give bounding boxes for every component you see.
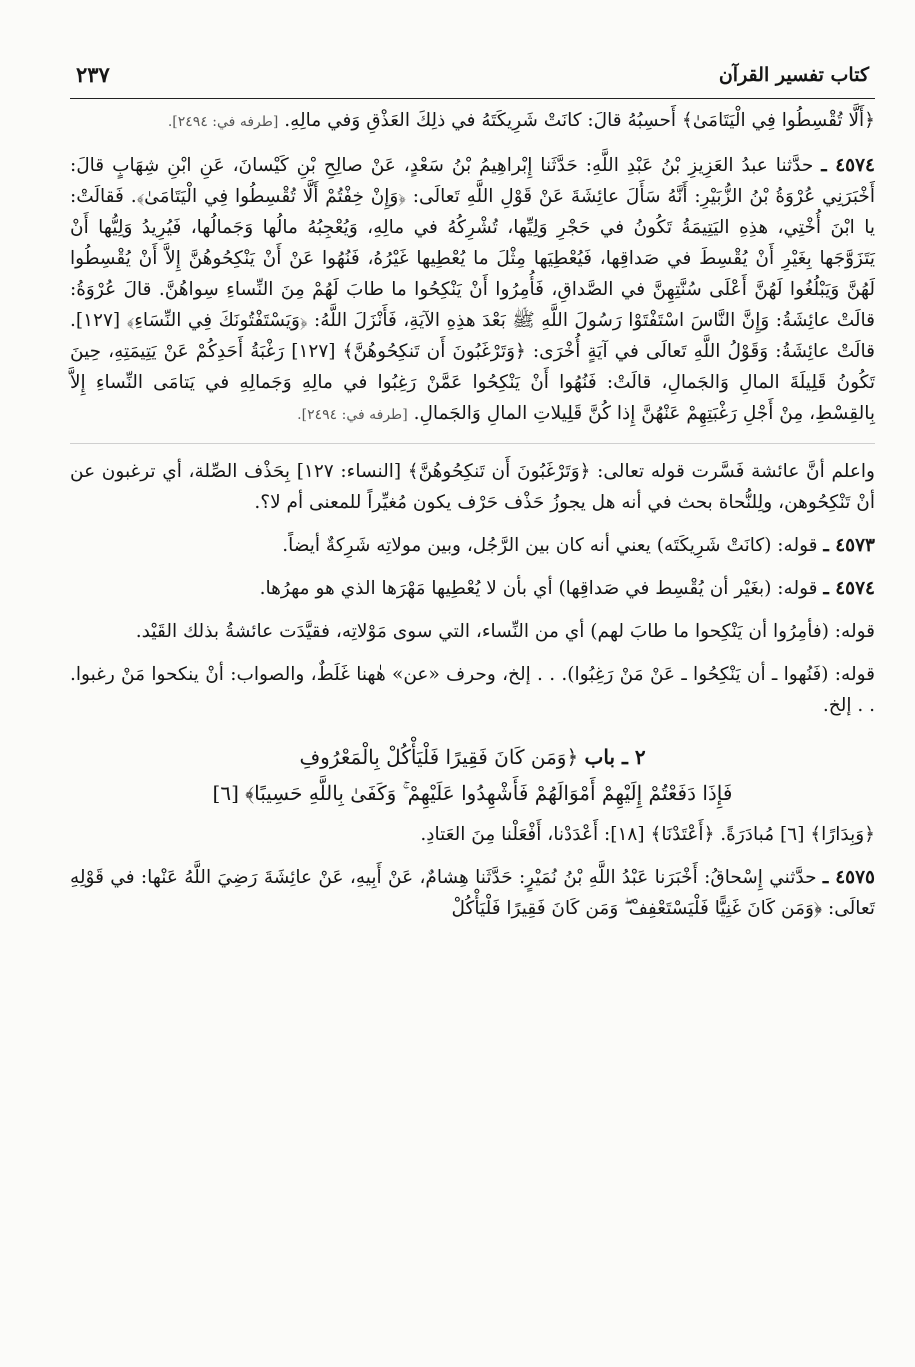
commentary-number: ٤٥٧٣ ـ: [823, 535, 875, 556]
page: [70, 60, 875, 1350]
hadith-continuation: [70, 105, 875, 138]
commentary-text: قوله: (بغَيْر أن يُقْسِط في صَداقِها) أي بأن لا يُعْطِيها مَهْرَها الذي هو مهرُها.: [259, 578, 818, 599]
cross-reference-note: [طرفه في: ٢٤٩٤].: [297, 407, 408, 423]
chapter-verse-line-2: فَإِذَا دَفَعْتُمْ إِلَيْهِمْ أَمْوَالَهُمْ فَأَشْهِدُوا عَلَيْهِمْ ۚ وَكَفَىٰ بِاللَّهِ حَسِيبًا﴾ [٦]: [212, 781, 733, 805]
commentary-paragraph: [70, 659, 875, 721]
commentary-text: واعلم أنَّ عائشة فَسَّرت قوله تعالى: ﴿وَتَرْغَبُونَ أَن تَنكِحُوهُنَّ﴾ [النساء: ١٢٧] بِحَذْف الصِّلة، أي ترغبون عن أنْ تَنْكِحُوهن، ولِلنُّحاة بحث في أنه هل يجوزُ حَذْف حَرْف يكون مُغيِّراً للمعنى أم لا؟.: [70, 461, 875, 513]
commentary-text: قوله: (فَنُهوا ـ أن يَنْكِحُوا ـ عَنْ مَنْ رَغِبُوا). . . إلخ، وحرف «عن» هٰهنا غَلَطٌ، والصواب: أنْ ينكحوا مَنْ رغبوا. . . إلخ.: [70, 664, 875, 716]
hadith-text: ﴿أَلَّا تُقْسِطُوا فِي الْيَتَامَىٰ﴾ أَحسِبُهُ قالَ: كانَتْ شَرِيكَتَهُ في ذلِكَ العَذْقِ وَفي مالِهِ.: [284, 110, 875, 131]
commentary-paragraph: [70, 456, 875, 518]
commentary-paragraph: [70, 616, 875, 647]
commentary-text: قوله: (كانَتْ شَرِيكَتَه) يعني أنه كان بين الرَّجُل، وبين مولاتِه شَرِكةٌ أيضاً.: [282, 535, 818, 556]
hadith-4574: [70, 150, 875, 431]
chapter-verse-line-1: ﴿وَمَن كَانَ فَقِيرًا فَلْيَأْكُلْ بِالْمَعْرُوفِ: [299, 745, 579, 769]
section-divider: [70, 443, 875, 444]
page-body: [70, 99, 875, 924]
cross-reference-note: [طرفه في: ٢٤٩٤].: [167, 114, 279, 130]
hadith-4575: [70, 862, 875, 924]
page-header: [70, 60, 875, 99]
hadith-number: ٤٥٧٥ ـ: [822, 867, 875, 888]
chapter-title: ٢ ـ باب: [584, 745, 646, 769]
gloss-text: ﴿وَبِدَارًا﴾ [٦] مُبادَرَةً. ﴿أَعْتَدْنَا﴾ [١٨]: أَعْدَدْنا، أَفْعَلْنا مِنَ العَتادِ.: [420, 824, 875, 845]
hadith-number: ٤٥٧٤ ـ: [821, 155, 875, 176]
commentary-number: ٤٥٧٤ ـ: [823, 578, 875, 599]
page-number: ٢٣٧: [76, 62, 110, 87]
hadith-text: حدَّثنا عبدُ العَزِيزِ بْنُ عَبْدِ اللَّهِ: حَدَّثَنا إِبْراهِيمُ بْنُ سَعْدٍ، عَنْ صالِحِ بْنِ كَيْسانَ، عَنِ ابْنِ شِهَابٍ قالَ: أَخْبَرَنِي عُرْوَةُ بْنُ الزُّبَيْرِ: أَنَّهُ سَأَلَ عائِشَةَ عَنْ قَوْلِ اللَّهِ تَعالَى: ﴿وَإِنْ خِفْتُمْ أَلَّا تُقْسِطُوا فِي الْيَتَامَىٰ﴾. فَقالَتْ: يا ابْنَ أُخْتِي، هذِهِ اليَتِيمَةُ تَكُونُ في حَجْرِ وَلِيِّها، تُشْرِكُهُ في مالِهِ، وَيُعْجِبُهُ مالُها وَجَمالُها، فَيُرِيدُ وَلِيُّها أَنْ يَتَزَوَّجَها بِغَيْرِ أَنْ يُقْسِطَ في صَداقِها، فَيُعْطِيَها مِثْلَ ما يُعْطِيها غَيْرُهُ، فَنُهُوا عَنْ أَنْ يَنْكِحُوهُنَّ إِلاَّ أَنْ يُقْسِطُوا لَهُنَّ وَيَبْلُغُوا لَهُنَّ أَعْلَى سُنَّتِهِنَّ في الصَّداقِ، فَأُمِرُوا أَنْ يَنْكِحُوا ما طابَ لَهُمْ مِنَ النِّساءِ سِواهُنَّ. قالَ عُرْوَةُ: قالَتْ عائِشَةُ: وَإِنَّ النَّاسَ اسْتَفْتَوْا رَسُولَ اللَّهِ ﷺ بَعْدَ هذِهِ الآيَةِ، فَأَنْزَلَ اللَّهُ: ﴿وَيَسْتَفْتُونَكَ فِي النِّسَاءِ﴾ [١٢٧]. قالَتْ عائِشَةُ: وَقَوْلُ اللَّهِ تَعالَى في آيَةٍ أُخْرَى: ﴿وَتَرْغَبُونَ أَن تَنكِحُوهُنَّ﴾ [١٢٧] رَغْبَةُ أَحَدِكُمْ عَنْ يَتِيمَتِهِ، حِينَ تَكُونُ قَلِيلَةَ المالِ وَالجَمالِ، قالَتْ: فَنُهُوا أَنْ يَنْكِحُوا عَمَّنْ رَغِبُوا في مالِهِ وَجَمالِهِ في يَتامَى النِّساءِ إِلاَّ بِالقِسْطِ، مِنْ أَجْلِ رَغْبَتِهِمْ عَنْهُنَّ إِذا كُنَّ قَلِيلاتِ المالِ وَالجَمالِ.: [70, 155, 875, 424]
commentary-text: قوله: (فأمِرُوا أن يَنْكِحوا ما طابَ لهم) أي من النِّساء، التي سوى مَوْلاتِه، فقيَّدَت عائشةُ بذلك القَيْد.: [135, 621, 875, 642]
hadith-text: حدَّثني إِسْحاقُ: أَخْبَرَنا عَبْدُ اللَّهِ بْنُ نُمَيْرٍ: حَدَّثَنا هِشامٌ، عَنْ أَبِيهِ، عَنْ عائِشَةَ رَضِيَ اللَّهُ عَنْها: في قَوْلِهِ تَعالَى: ﴿وَمَن كَانَ غَنِيًّا فَلْيَسْتَعْفِفْ ۖ وَمَن كَانَ فَقِيرًا فَلْيَأْكُلْ: [70, 867, 875, 919]
commentary-4574: [70, 573, 875, 604]
book-title: كتاب تفسير القرآن: [718, 64, 869, 86]
chapter-gloss: [70, 819, 875, 850]
commentary-4573: [70, 530, 875, 561]
chapter-heading: [70, 739, 875, 811]
